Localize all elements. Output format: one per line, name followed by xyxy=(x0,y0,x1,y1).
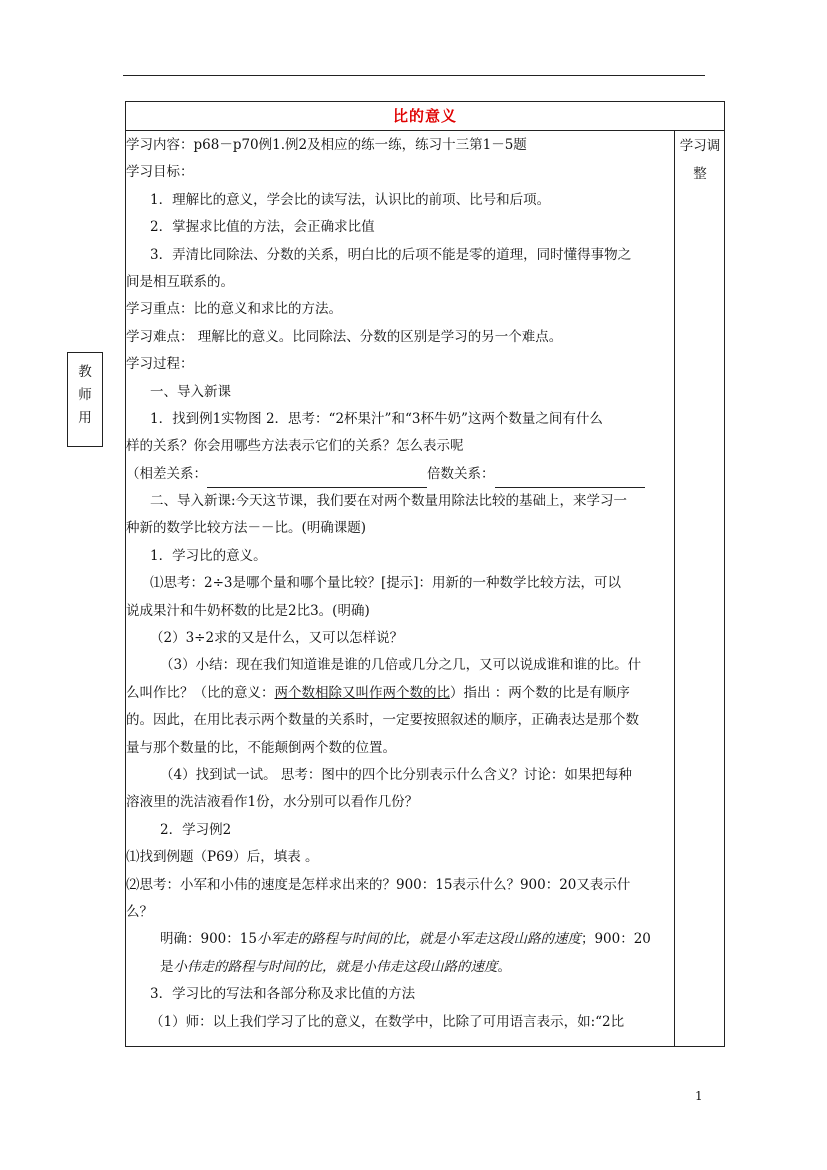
clarify-is: 是 xyxy=(160,958,174,975)
definition-line xyxy=(126,680,674,707)
summary: （3）小结：现在我们知道谁是谁的几倍或几分之几，又可以说成谁和谁的比。什 xyxy=(160,657,642,674)
adjustment-label-line: 整 xyxy=(693,166,707,182)
diff-relation-blank[interactable] xyxy=(207,469,427,488)
section-intro: 一、导入新课 xyxy=(150,383,231,400)
clarify-mid: ；900：20 xyxy=(580,931,651,948)
clarify-prefix: 明确：900：15 xyxy=(160,931,257,948)
think-2: （2）3÷2求的又是什么，又可以怎样说？ xyxy=(150,630,404,647)
step-meaning: 1．学习比的意义。 xyxy=(150,547,267,564)
multiple-relation-blank[interactable] xyxy=(495,469,645,488)
header-rule xyxy=(123,75,705,76)
column-divider xyxy=(674,130,675,1046)
objective-3: 3．弄清比同除法、分数的关系，明白比的后项不能是零的道理，同时懂得事物之 xyxy=(150,246,632,263)
teacher-box-char: 师 xyxy=(78,387,92,403)
think-speed: ⑵思考：小军和小伟的速度是怎样求出来的？900：15表示什么？900：20又表示什 xyxy=(126,876,631,893)
diff-relation-label: （相差关系： xyxy=(126,465,207,482)
page-number: 1 xyxy=(695,1089,703,1103)
section-new: 二、导入新课:今天这节课，我们要在对两个数量用除法比较的基础上，来学习一 xyxy=(150,493,628,510)
fill-table: ⑴找到例题（P69）后，填表 。 xyxy=(126,849,319,866)
lesson-title: 比的意义 xyxy=(126,102,724,131)
objective-3-cont: 间是相互联系的。 xyxy=(126,273,234,290)
order-note-cont: 量与那个数量的比，不能颠倒两个数的位置。 xyxy=(126,739,396,756)
clarify-xiaowei: 小伟走的路程与时间的比，就是小伟走这段山路的速度 xyxy=(173,958,498,975)
clarify-line-2 xyxy=(126,954,674,981)
process-heading: 学习过程： xyxy=(126,356,194,373)
definition-suffix: ）指出 ：两个数的比是有顺序 xyxy=(450,684,630,701)
adjustment-label-line: 学习调 xyxy=(679,138,721,154)
teacher-use-box xyxy=(67,352,103,447)
think-speed-cont: 么？ xyxy=(126,903,153,920)
lesson-content xyxy=(126,132,674,1036)
teacher-box-char: 用 xyxy=(78,410,92,426)
step-writing: 3．学习比的写法和各部分称及求比值的方法 xyxy=(150,986,416,1003)
difficult-point: 学习难点： 理解比的意义。比同除法、分数的区别是学习的另一个难点。 xyxy=(126,328,563,345)
relation-fill-line xyxy=(126,461,674,488)
think-1: ⑴思考：2÷3是哪个量和哪个量比较？[提示]：用新的一种数学比较方法，可以 xyxy=(150,575,622,592)
study-content: 学习内容：p68－p70例1.例2及相应的练一练，练习十三第1－5题 xyxy=(126,137,527,153)
clarify-end: 。 xyxy=(497,958,511,975)
objective-2: 2．掌握求比值的方法，会正确求比值 xyxy=(150,219,375,236)
intro-step-cont: 样的关系？你会用哪些方法表示它们的关系？怎么表示呢 xyxy=(126,438,464,455)
intro-step: 1．找到例1实物图 2．思考：“2杯果汁”和“3杯牛奶”这两个数量之间有什么 xyxy=(150,410,603,427)
try-it: （4）找到试一试。 思考：图中的四个比分别表示什么含义？讨论：如果把每种 xyxy=(160,766,632,783)
lesson-table xyxy=(125,101,725,1047)
think-1-cont: 说成果汁和牛奶杯数的比是2比3。(明确) xyxy=(126,602,370,619)
multiple-relation-label: 倍数关系： xyxy=(427,465,495,482)
order-note: 的。因此，在用比表示两个数量的关系时，一定要按照叙述的顺序，正确表达是那个数 xyxy=(126,712,639,729)
try-it-cont: 溶液里的洗洁液看作1份，水分别可以看作几份？ xyxy=(126,794,419,811)
clarify-xiaojun: 小军走的路程与时间的比，就是小军走这段山路的速度 xyxy=(256,931,581,948)
objective-1: 1．理解比的意义，学会比的读写法，认识比的前项、比号和后项。 xyxy=(150,191,551,208)
teacher-note: （1）师：以上我们学习了比的意义，在数学中，比除了可用语言表示，如:“2比 xyxy=(150,1013,625,1030)
objectives-heading: 学习目标： xyxy=(126,164,194,181)
adjustment-column-header xyxy=(676,132,724,188)
clarify-line xyxy=(126,926,674,953)
teacher-box-char: 教 xyxy=(78,364,92,380)
definition-prefix: 么叫作比？（比的意义： xyxy=(126,684,275,701)
key-point: 学习重点：比的意义和求比的方法。 xyxy=(126,301,342,318)
definition-text: 两个数相除又叫作两个数的比 xyxy=(274,684,450,701)
step-example-2: 2．学习例2 xyxy=(160,821,232,838)
section-new-cont: 种新的数学比较方法－－比。(明确课题) xyxy=(126,520,367,537)
